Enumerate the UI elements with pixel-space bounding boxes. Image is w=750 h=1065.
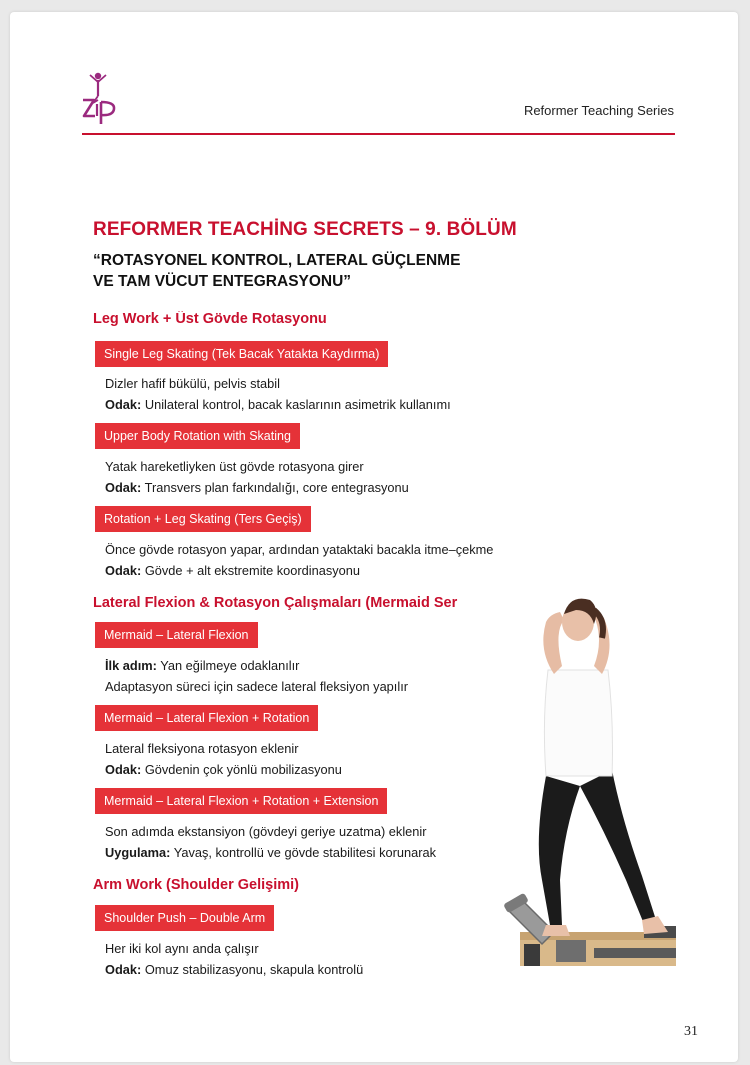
exercise-line: Lateral fleksiyona rotasyon eklenir xyxy=(105,741,299,756)
exercise-line: Odak: Omuz stabilizasyonu, skapula kontrolü xyxy=(105,962,364,977)
exercise-line: Her iki kol aynı anda çalışır xyxy=(105,941,259,956)
exercise-line: Önce gövde rotasyon yapar, ardından yataktaki bacakla itme–çekme xyxy=(105,542,494,557)
exercise-line: Son adımda ekstansiyon (gövdeyi geriye uzatma) eklenir xyxy=(105,824,427,839)
exercise-label: Mermaid – Lateral Flexion + Rotation xyxy=(95,705,318,731)
exercise-line: Dizler hafif bükülü, pelvis stabil xyxy=(105,376,280,391)
document-page xyxy=(10,12,738,1062)
section-heading-arm-work: Arm Work (Shoulder Gelişimi) xyxy=(93,877,299,893)
subtitle-line: “ROTASYONEL KONTROL, LATERAL GÜÇLENME xyxy=(93,252,461,269)
exercise-line: Odak: Gövdenin çok yönlü mobilizasyonu xyxy=(105,762,342,777)
reformer-exercise-photo xyxy=(494,580,682,980)
page-subtitle xyxy=(93,250,553,292)
page-title: REFORMER TEACHİNG SECRETS – 9. BÖLÜM xyxy=(93,219,517,240)
exercise-label: Rotation + Leg Skating (Ters Geçiş) xyxy=(95,506,311,532)
exercise-line: Yatak hareketliyken üst gövde rotasyona girer xyxy=(105,459,364,474)
series-title: Reformer Teaching Series xyxy=(523,103,674,118)
section-heading-mermaid: Lateral Flexion & Rotasyon Çalışmaları (Mermaid Ser xyxy=(93,595,458,611)
exercise-line: Uygulama: Yavaş, kontrollü ve gövde stabilitesi korunarak xyxy=(105,845,436,860)
subtitle-line: VE TAM VÜCUT ENTEGRASYONU” xyxy=(93,273,352,290)
page-number: 31 xyxy=(684,1024,698,1039)
exercise-label: Single Leg Skating (Tek Bacak Yatakta Kaydırma) xyxy=(95,341,388,367)
section-heading-leg-work: Leg Work + Üst Gövde Rotasyonu xyxy=(93,311,327,327)
exercise-label: Mermaid – Lateral Flexion + Rotation + Extension xyxy=(95,788,387,814)
exercise-line: İlk adım: Yan eğilmeye odaklanılır xyxy=(105,658,300,673)
exercise-line: Odak: Unilateral kontrol, bacak kaslarının asimetrik kullanımı xyxy=(105,397,451,412)
zip-logo-icon xyxy=(80,70,120,132)
header-divider xyxy=(82,133,675,135)
exercise-line: Odak: Transvers plan farkındalığı, core entegrasyonu xyxy=(105,480,409,495)
exercise-line: Adaptasyon süreci için sadece lateral fleksiyon yapılır xyxy=(105,679,409,694)
exercise-label: Mermaid – Lateral Flexion xyxy=(95,622,258,648)
exercise-label: Shoulder Push – Double Arm xyxy=(95,905,274,931)
exercise-line: Odak: Gövde + alt ekstremite koordinasyonu xyxy=(105,563,361,578)
exercise-label: Upper Body Rotation with Skating xyxy=(95,423,300,449)
